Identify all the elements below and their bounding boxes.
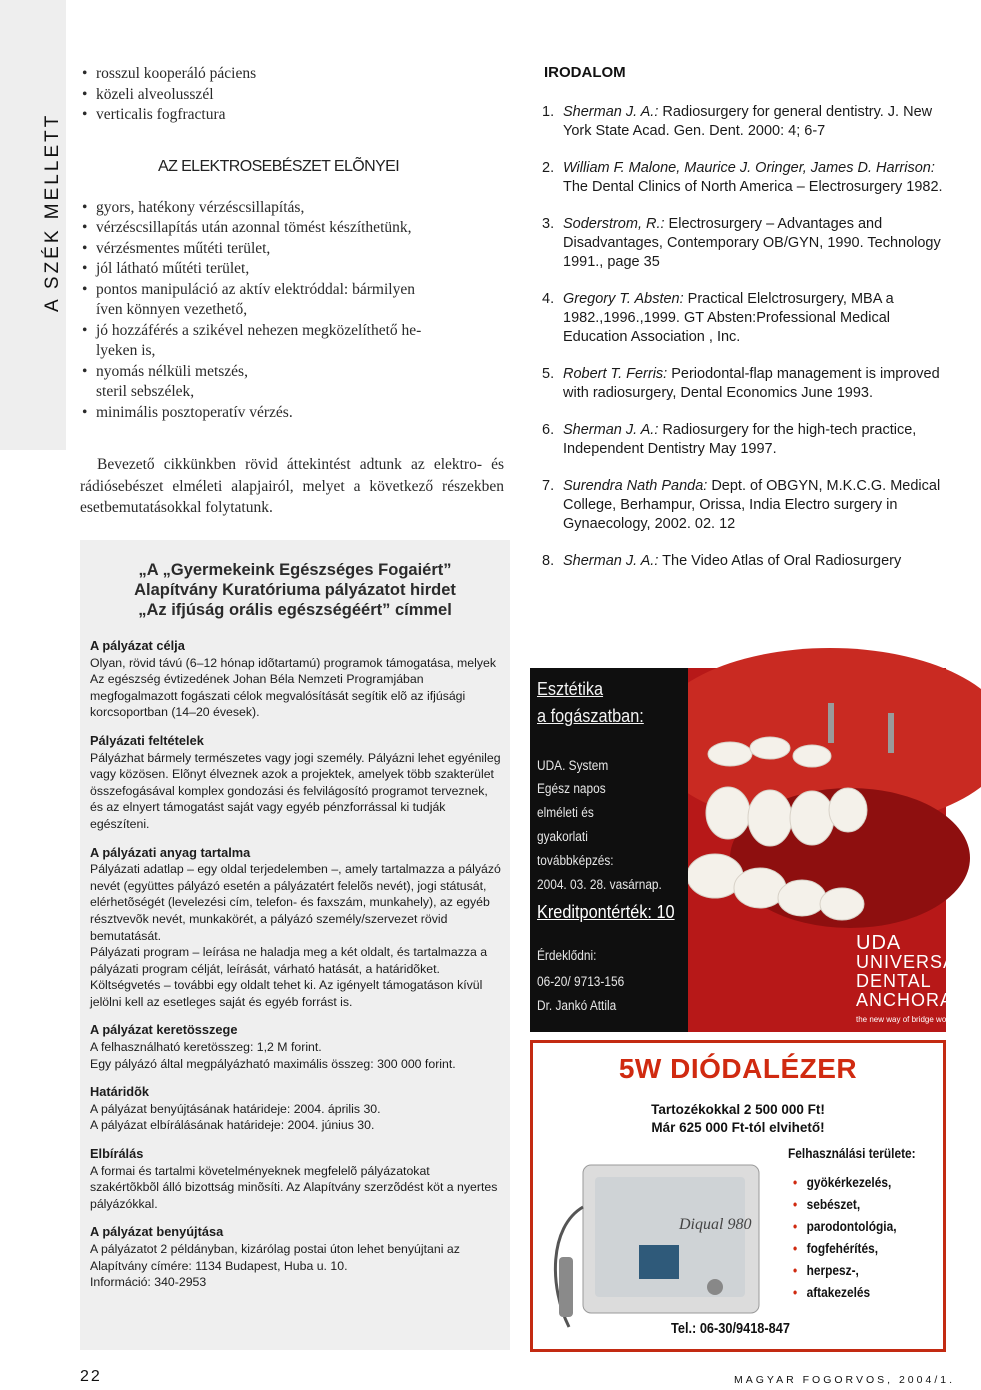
grant-section	[90, 638, 502, 721]
uda-logo-line: UDA	[856, 932, 902, 954]
uda-logo-line: ANCHORAGE	[856, 990, 981, 1010]
grant-section-text: Pályázati adatlap – egy oldal terjedelemben –, amely tartalmazza a pályázó nevét (együttes pályázó esetén a pályázatért felelõs nevét), jogi státusát, elérhetõségét (levelezési cím, telefon- és faxszám, munkahely), az egyéb résztvevõk nevét, munkakörét, a pályázó személy/szervezet rövid bemutatását.	[90, 862, 501, 943]
reference-item	[542, 365, 946, 403]
references-heading: IRODALOM	[544, 64, 626, 81]
section-side-tab	[0, 0, 66, 450]
grant-section	[90, 733, 502, 833]
reference-text: Radiosurgery for the high-tech practice, Independent Dentistry May 1997.	[563, 422, 917, 457]
list-item: • nyomás nélküli metszés,	[80, 362, 504, 383]
reference-text: Radiosurgery for general dentistry. J. New York State Acad. Gen. Dent. 2000: 4; 6-7	[563, 104, 933, 139]
reference-number: 7.	[542, 478, 555, 494]
ad-title: 5W DIÓDALÉZER	[618, 1053, 858, 1084]
grant-section-heading: A pályázati anyag tartalma	[90, 844, 251, 860]
reference-number: 4.	[542, 291, 555, 307]
journal-footer: MAGYAR FOGORVOS, 2004/1.	[734, 1374, 955, 1386]
indication-list	[80, 64, 504, 126]
reference-author: Sherman J. A.:	[563, 422, 659, 438]
section-side-label: A SZÉK MELLETT	[42, 112, 63, 312]
advantages-list	[80, 198, 504, 424]
list-item: • verticalis fogfractura	[80, 105, 504, 126]
grant-section	[90, 1146, 502, 1212]
reference-item	[542, 477, 946, 534]
reference-author: Robert T. Ferris:	[563, 366, 668, 382]
references-list	[542, 103, 946, 589]
reference-author: Surendra Nath Panda:	[563, 478, 708, 494]
reference-item	[542, 290, 946, 347]
list-item: • vérzésmentes műtéti terület,	[80, 239, 504, 260]
grant-section-heading: Pályázati feltételek	[90, 732, 204, 748]
grant-section-heading: A pályázat keretösszege	[90, 1022, 238, 1038]
uda-logo-line: DENTAL	[856, 971, 932, 991]
reference-author: Sherman J. A.:	[563, 104, 659, 120]
list-item: • minimális posztoperatív vérzés.	[80, 403, 504, 424]
ad-line: elméleti és	[537, 805, 594, 820]
ad-price-line: Már 625 000 Ft-tól elvihető!	[651, 1120, 825, 1135]
grant-title	[80, 560, 510, 620]
grant-title-line: „A „Gyermekeink Egészséges Fogaiért”	[138, 561, 452, 579]
grant-section-text: A formai és tartalmi követelményeknek megfelelõ pályázatokat szakértõkbõl álló bizottság minõsíti. Az Alapítvány szerzõdést köt a nyertes pályázókkal.	[90, 1163, 498, 1211]
ad-line: Egész napos	[537, 781, 606, 796]
grant-title-line: Alapítvány Kuratóriuma pályázatot hirdet	[134, 581, 456, 599]
laser-device-image	[539, 1147, 779, 1337]
reference-author: Soderstrom, R.:	[563, 216, 665, 232]
ad-contact: 06-20/ 9713-156	[537, 974, 625, 989]
reference-item	[542, 552, 946, 571]
list-item: • jól látható műtéti terület,	[80, 259, 504, 280]
grant-section-text: Egy pályázó által megpályázható maximális összeg: 300 000 forint.	[90, 1056, 456, 1071]
reference-number: 3.	[542, 216, 555, 232]
grant-section	[90, 1224, 502, 1290]
grant-section-text: A pályázat elbírálásának határideje: 2004. június 30.	[90, 1118, 375, 1133]
ad-kredit: Kreditpontérték: 10	[537, 901, 675, 922]
reference-number: 6.	[542, 422, 555, 438]
grant-section-text: Információ: 340-2953	[90, 1275, 207, 1290]
grant-announcement-box	[80, 540, 510, 1350]
list-item: íven könnyen vezethető,	[96, 301, 248, 318]
reference-text: The Dental Clinics of North America – Electrosurgery 1982.	[563, 179, 943, 195]
reference-text: The Video Atlas of Oral Radiosurgery	[658, 553, 902, 569]
grant-section-heading: Határidõk	[90, 1084, 150, 1100]
ad-contact: Érdeklődni:	[537, 948, 597, 963]
list-item: steril sebszélek,	[96, 383, 195, 400]
grant-section-text: A felhasználható keretösszeg: 1,2 M forint.	[90, 1040, 322, 1055]
ad-price-line: Tartozékokkal 2 500 000 Ft!	[651, 1102, 825, 1117]
reference-number: 1.	[542, 104, 555, 120]
list-item: • gyors, hatékony vérzéscsillapítás,	[80, 198, 504, 219]
grant-title-line: „Az ifjúság orális egészségéért” címmel	[138, 601, 452, 619]
reference-number: 2.	[542, 160, 555, 176]
reference-item	[542, 159, 946, 197]
ad-line: 2004. 03. 28. vasárnap.	[537, 877, 662, 892]
usage-list	[793, 1171, 915, 1303]
usage-heading: Felhasználási területe:	[788, 1145, 916, 1161]
reference-text: Periodontal-flap management is improved with radiosurgery, Dental Economics June 1993.	[563, 366, 940, 401]
grant-section	[90, 1084, 502, 1134]
grant-section-text: Pályázhat bármely természetes vagy jogi személy. Pályázni lehet egyénileg vagy közösen. Elõnyt élveznek azok a projektek, amelyek több szakterület összefogásával komplex gondozási és felvilágosító programot terveznek, és az elnyert támogatást saját vagy egyéb pénzforrással ki tudják egészíteni.	[90, 750, 501, 831]
intro-paragraph: Bevezető cikkünkben rövid áttekintést adtunk az elektro- és rádiósebészet elméleti alapjairól, melyet a következő részekben esetbemutatásokkal folytatunk.	[80, 456, 504, 516]
list-item: • vérzéscsillapítás után azonnal tömést készíthetünk,	[80, 218, 504, 239]
reference-author: Gregory T. Absten:	[563, 291, 684, 307]
device-label: Diqual 980	[679, 1216, 752, 1233]
reference-author: Sherman J. A.:	[563, 553, 659, 569]
page-number: 22	[80, 1368, 102, 1385]
usage-item: • aftakezelés	[793, 1281, 897, 1303]
grant-section-text: A pályázatot 2 példányban, kizárólag postai úton lehet benyújtani az Alapítvány címére: 1134 Budapest, Huba u. 10.	[90, 1242, 460, 1273]
reference-text: Dept. of OBGYN, M.K.C.G. Medical College, Berhampur, Orissa, India Electro surgery in Gynaecology, 2002. 02. 12	[563, 478, 941, 532]
usage-item: • sebészet,	[793, 1193, 897, 1215]
reference-author: William F. Malone, Maurice J. Oringer, James D. Harrison:	[563, 160, 935, 176]
uda-logo-line: UNIVERSAL	[856, 952, 968, 972]
grant-section-text: Költségvetés – további egy oldalt tehet ki. Az igényelt támogatáson kívül jelölni kell az esetleges saját és egyéb forrást is.	[90, 978, 483, 1009]
grant-body	[90, 638, 502, 1303]
ad-title: Esztétika	[537, 678, 604, 699]
diodalezer-advertisement	[530, 1040, 946, 1352]
list-item: • rosszul kooperáló páciens	[80, 64, 504, 85]
reference-number: 5.	[542, 366, 555, 382]
grant-section-text: A pályázat benyújtásának határideje: 2004. április 30.	[90, 1101, 381, 1116]
grant-section-text: Pályázati program – leírása ne haladja meg a két oldalt, és tartalmazza a pályázati program célját, leírását, várható hatását, a határidõket.	[90, 945, 488, 976]
grant-section-text: Olyan, rövid távú (6–12 hónap idõtartamú) programok támogatása, melyek Az egészség évtizedének Johan Béla Nemzeti Programjában megfogalmazott fogászati célok megvalósítását segítik elõ az ifjúsági korcsoportban (14–20 évesek).	[90, 655, 497, 720]
usage-item: • fogfehérítés,	[793, 1237, 897, 1259]
ad-line: UDA. System	[537, 758, 609, 773]
ad-phone: Tel.: 06-30/9418-847	[671, 1321, 790, 1337]
grant-section-heading: Elbírálás	[90, 1146, 144, 1162]
list-item: • jó hozzáférés a szikével nehezen megközelíthető he-	[80, 321, 504, 342]
reference-text: Electrosurgery – Advantages and Disadvantages, Contemporary OB/GYN, 1990. Technology 1991., page 35	[563, 216, 941, 270]
reference-item	[542, 421, 946, 459]
grant-section	[90, 1022, 502, 1072]
grant-section-heading: A pályázat benyújtása	[90, 1224, 224, 1240]
usage-item: • parodontológia,	[793, 1215, 897, 1237]
grant-section-heading: A pályázat célja	[90, 638, 185, 653]
list-item: lyeken is,	[96, 342, 156, 359]
grant-section	[90, 845, 502, 1011]
reference-item	[542, 215, 946, 272]
ad-contact: Dr. Jankó Attila	[537, 998, 617, 1013]
ad-line: gyakorlati	[537, 829, 588, 844]
article-left-column	[80, 64, 504, 423]
list-item: • pontos manipuláció az aktív elektróddal: bármilyen	[80, 280, 504, 301]
reference-item	[542, 103, 946, 141]
list-item: • közeli alveolusszél	[80, 85, 504, 106]
uda-logo-tagline: the new way of bridge work	[856, 1015, 953, 1024]
uda-logo	[856, 934, 981, 1029]
ad-title: a fogászatban:	[537, 705, 644, 726]
usage-item: • gyökérkezelés,	[793, 1171, 897, 1193]
esztetika-advertisement	[530, 668, 981, 1032]
reference-number: 8.	[542, 553, 555, 569]
usage-item: • herpesz-,	[793, 1259, 897, 1281]
ad-price	[533, 1101, 943, 1137]
ad-line: továbbképzés:	[537, 853, 614, 868]
advantages-heading: AZ ELEKTROSEBÉSZET ELÕNYEI	[158, 157, 400, 175]
reference-text: Practical Elelctrosurgery, MBA a 1982.,1996.,1999. GT Absten:Professional Medical Education Association , Inc.	[563, 291, 894, 345]
